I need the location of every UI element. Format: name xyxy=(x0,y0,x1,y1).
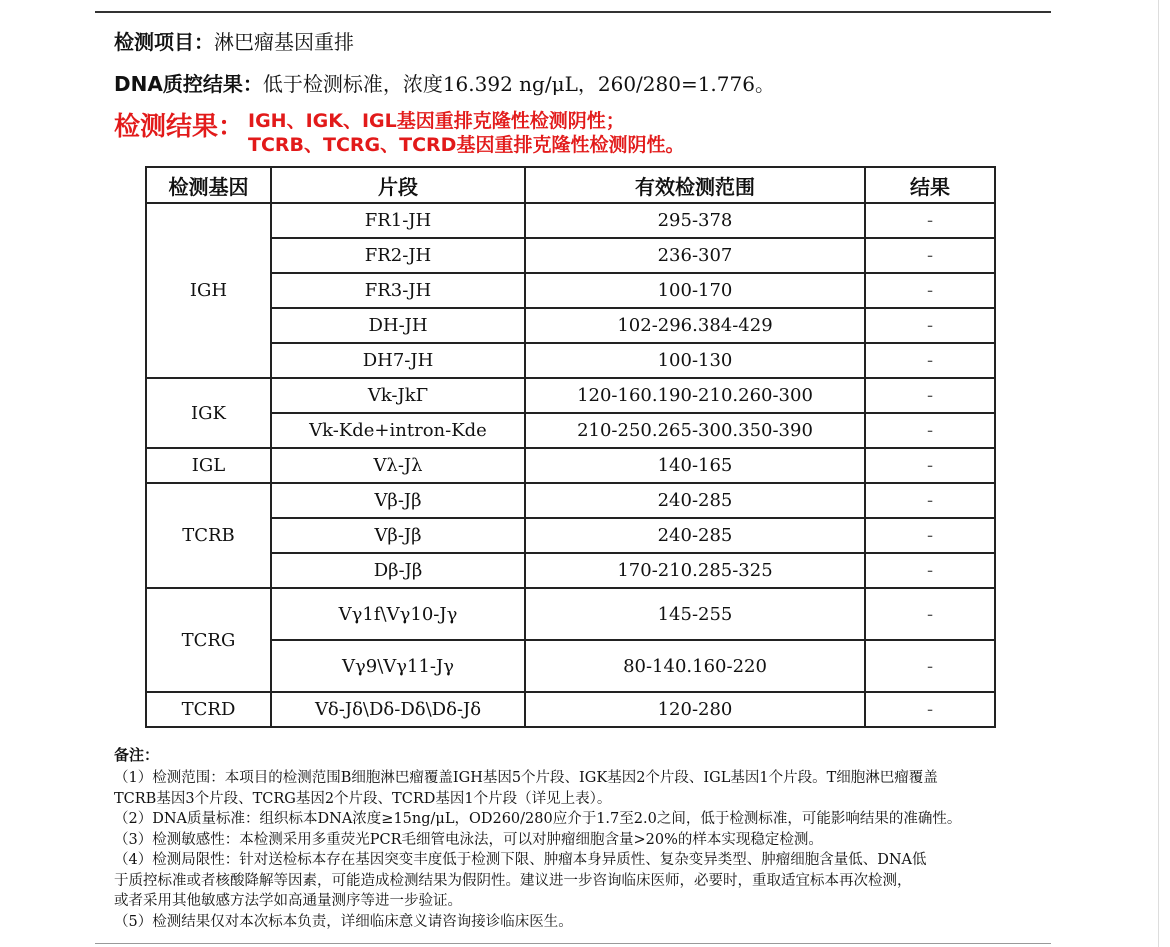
note-line: 于质控标准或者核酸降解等因素，可能造成检测结果为假阴性。建议进一步咨询临床医师，必要时，重取适宜标本再次检测， xyxy=(114,872,912,889)
gene-cell: TCRB xyxy=(146,483,271,588)
fragment-cell: Vk-JkΓ xyxy=(271,378,525,413)
fragment-cell: Vδ-Jδ\Dδ-Dδ\Dδ-Jδ xyxy=(271,692,525,727)
table-header-row xyxy=(146,167,995,203)
test-item-label: 检测项目： xyxy=(114,30,214,54)
dna-qc-value: 低于检测标准，浓度16.392 ng/μL，260/280=1.776。 xyxy=(262,72,775,96)
result-cell: - xyxy=(865,553,995,588)
fragment-cell: Vβ-Jβ xyxy=(271,483,525,518)
result-line-2: TCRB、TCRG、TCRD基因重排克隆性检测阴性。 xyxy=(248,134,685,156)
result-cell: - xyxy=(865,483,995,518)
gene-table xyxy=(145,166,996,728)
range-cell: 170-210.285-325 xyxy=(525,553,865,588)
result-cell: - xyxy=(865,238,995,273)
fragment-cell: FR1-JH xyxy=(271,203,525,238)
gene-cell: IGH xyxy=(146,203,271,378)
table-row xyxy=(146,378,995,413)
result-cell: - xyxy=(865,640,995,692)
notes-title: 备注： xyxy=(114,746,160,764)
note-line: 或者采用其他敏感方法学如高通量测序等进一步验证。 xyxy=(114,893,462,909)
header-result: 结果 xyxy=(865,167,995,203)
note-line: （3）检测敏感性：本检测采用多重荧光PCR毛细管电泳法，可以对肿瘤细胞含量>20%的样本实现稳定检测。 xyxy=(114,831,823,848)
table-row xyxy=(146,483,995,518)
gene-cell: TCRD xyxy=(146,692,271,727)
table-row xyxy=(146,640,995,692)
fragment-cell: Vλ-Jλ xyxy=(271,448,525,483)
gene-cell: IGL xyxy=(146,448,271,483)
result-cell: - xyxy=(865,518,995,553)
result-cell: - xyxy=(865,448,995,483)
bottom-rule xyxy=(95,943,1051,944)
table-row xyxy=(146,518,995,553)
header-fragment: 片段 xyxy=(271,167,525,203)
note-line: （5）检测结果仅对本次标本负责，详细临床意义请咨询接诊临床医生。 xyxy=(114,913,573,930)
fragment-cell: Dβ-Jβ xyxy=(271,553,525,588)
note-line: TCRB基因3个片段、TCRG基因2个片段、TCRD基因1个片段（详见上表）。 xyxy=(114,790,612,807)
note-line: （2）DNA质量标准：组织标本DNA浓度≥15ng/μL，OD260/280应介于1.7至2.0之间，低于检测标准，可能影响结果的准确性。 xyxy=(114,811,962,827)
fragment-cell: Vk-Kde+intron-Kde xyxy=(271,413,525,448)
table-row xyxy=(146,238,995,273)
fragment-cell: Vγ9\Vγ11-Jγ xyxy=(271,640,525,692)
note-line: （1）检测范围：本项目的检测范围B细胞淋巴瘤覆盖IGH基因5个片段、IGK基因2个片段、IGL基因1个片段。T细胞淋巴瘤覆盖 xyxy=(114,770,938,786)
dna-qc-line xyxy=(114,68,775,97)
test-item-value: 淋巴瘤基因重排 xyxy=(214,30,354,54)
table-row xyxy=(146,553,995,588)
result-cell: - xyxy=(865,692,995,727)
range-cell: 236-307 xyxy=(525,238,865,273)
table-row xyxy=(146,448,995,483)
result-cell: - xyxy=(865,413,995,448)
table-row xyxy=(146,692,995,727)
table-row xyxy=(146,308,995,343)
page-edge xyxy=(1158,0,1159,947)
gene-cell: TCRG xyxy=(146,588,271,692)
range-cell: 145-255 xyxy=(525,588,865,640)
range-cell: 80-140.160-220 xyxy=(525,640,865,692)
result-cell: - xyxy=(865,203,995,238)
table-row xyxy=(146,588,995,640)
fragment-cell: Vγ1f\Vγ10-Jγ xyxy=(271,588,525,640)
table-row xyxy=(146,343,995,378)
fragment-cell: DH7-JH xyxy=(271,343,525,378)
result-cell: - xyxy=(865,588,995,640)
fragment-cell: FR2-JH xyxy=(271,238,525,273)
table-row xyxy=(146,203,995,238)
result-line-1: IGH、IGK、IGL基因重排克隆性检测阴性； xyxy=(248,110,625,132)
fragment-cell: FR3-JH xyxy=(271,273,525,308)
range-cell: 295-378 xyxy=(525,203,865,238)
table-row xyxy=(146,273,995,308)
range-cell: 240-285 xyxy=(525,483,865,518)
range-cell: 210-250.265-300.350-390 xyxy=(525,413,865,448)
range-cell: 102-296.384-429 xyxy=(525,308,865,343)
result-cell: - xyxy=(865,378,995,413)
range-cell: 120-280 xyxy=(525,692,865,727)
range-cell: 240-285 xyxy=(525,518,865,553)
range-cell: 140-165 xyxy=(525,448,865,483)
range-cell: 120-160.190-210.260-300 xyxy=(525,378,865,413)
range-cell: 100-130 xyxy=(525,343,865,378)
test-item-line xyxy=(114,26,354,55)
header-gene: 检测基因 xyxy=(146,167,271,203)
note-line: （4）检测局限性：针对送检标本存在基因突变丰度低于检测下限、肿瘤本身异质性、复杂变异类型、肿瘤细胞含量低、DNA低 xyxy=(114,852,927,868)
gene-cell: IGK xyxy=(146,378,271,448)
result-label: 检测结果： xyxy=(114,112,245,142)
table-row xyxy=(146,413,995,448)
range-cell: 100-170 xyxy=(525,273,865,308)
result-cell: - xyxy=(865,343,995,378)
header-range: 有效检测范围 xyxy=(525,167,865,203)
fragment-cell: DH-JH xyxy=(271,308,525,343)
result-cell: - xyxy=(865,308,995,343)
notes-block xyxy=(114,768,1074,932)
result-cell: - xyxy=(865,273,995,308)
fragment-cell: Vβ-Jβ xyxy=(271,518,525,553)
gene-table-body xyxy=(146,203,995,727)
top-rule xyxy=(95,11,1051,13)
dna-qc-label: DNA质控结果： xyxy=(114,72,263,96)
